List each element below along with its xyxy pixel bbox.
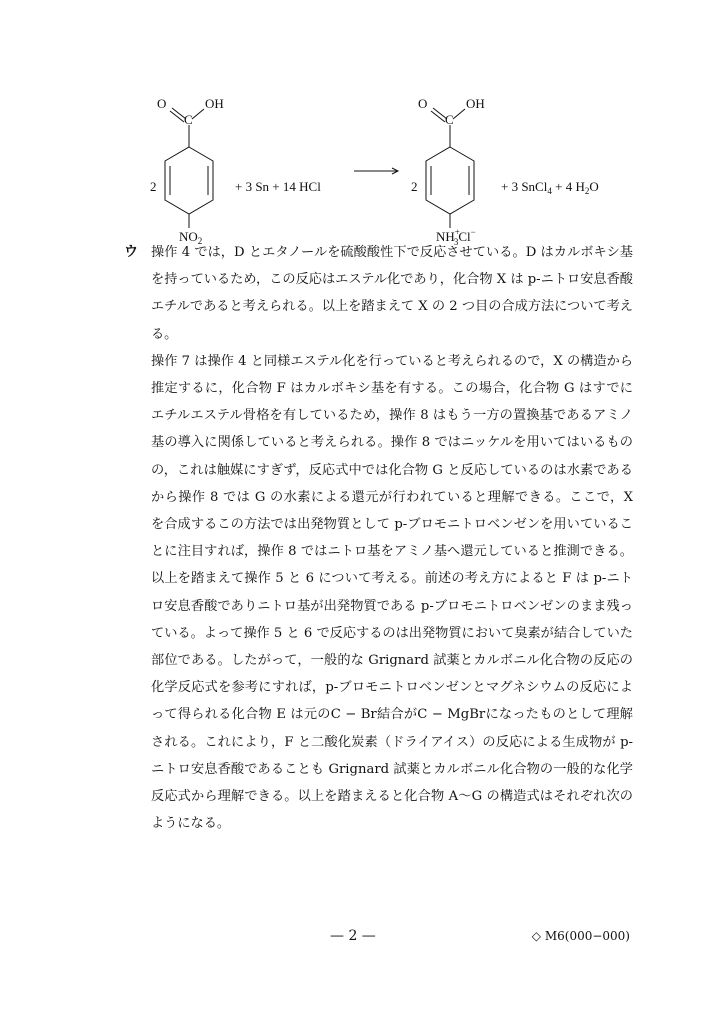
page-number: — 2 —: [330, 928, 376, 944]
reactant-substituent: $NO_2$: [179, 229, 203, 246]
paragraph-2: 操作 7 は操作 4 と同様エステル化を行っていると考えられるので，X の構造から推定するに，化合物 F はカルボキシ基を有する。この場合，化合物 G はすでにエチルエステル骨格を有しているため，操作 8 はもう一方の置換基であるアミノ基の導入に関係していると考えられる。操作 8 ではニッケルを用いてはいるものの，これは触媒にすぎず，反応式中では化合物 G と反応しているのは水素であるから操作 8 では G の水素による還元が行われていると理解できる。ここで，X を合成するこの方法では出発物質として p-ブロモニトロベンゼンを用いていることに注目すれば，操作 8 ではニトロ基をアミノ基へ還元していると推測できる。以上を踏まえて操作 5 と 6 について考える。前述の考え方によると F は p-ニトロ安息香酸でありニトロ基が出発物質である p-ブロモニトロベンゼンのまま残っている。よって操作 5 と 6 で反応するのは出発物質において臭素が結合していた部位である。したがって，一般的な Grignard 試薬とカルボニル化合物の反応の化学反応式を参考にすれば，p-ブロモニトロベンゼンとマグネシウムの反応によって得られる化合物 E は元のC − Br結合がC − MgBrになったものとして理解される。これにより，F と二酸化炭素（ドライアイス）の反応による生成物が p-ニトロ安息香酸であることも Grignard 試薬とカルボニル化合物の一般的な化学反応式から理解できる。以上を踏まえると化合物 A〜G の構造式はそれぞれ次のようになる。: [151, 353, 633, 832]
body-text: [151, 239, 633, 837]
reaction-equation: [0, 0, 723, 250]
reactant-cooh-c: C: [184, 112, 193, 127]
reaction-arrow: [354, 168, 398, 174]
product-cooh-oh: OH: [466, 96, 485, 111]
reactant-cooh-o: O: [157, 96, 167, 111]
product-substituent: NH+ 3Cl−: [436, 227, 476, 247]
products-text: + 3 SnCl$_4$ + 4 $H_2O$: [501, 179, 599, 196]
reactant-cooh-oh: OH: [205, 96, 224, 111]
paragraph-1: 操作 4 では，D とエタノールを硫酸酸性下で反応させている。D はカルボキシ基を持っているため，この反応はエステル化であり，化合物 X は p-ニトロ安息香酸エチルであると考えられる。以上を踏まえて X の 2 つ目の合成方法について考える。: [151, 245, 633, 342]
document-code: ◇ M6(000−000): [531, 929, 630, 943]
reactant-coefficient: 2: [150, 179, 157, 194]
product-cooh-c: C: [445, 112, 454, 127]
product-cooh-o: O: [418, 96, 428, 111]
section-label: ウ: [124, 244, 138, 260]
product-coefficient: 2: [411, 179, 418, 194]
reagents-text: + 3 Sn + 14 HCl: [235, 179, 321, 194]
